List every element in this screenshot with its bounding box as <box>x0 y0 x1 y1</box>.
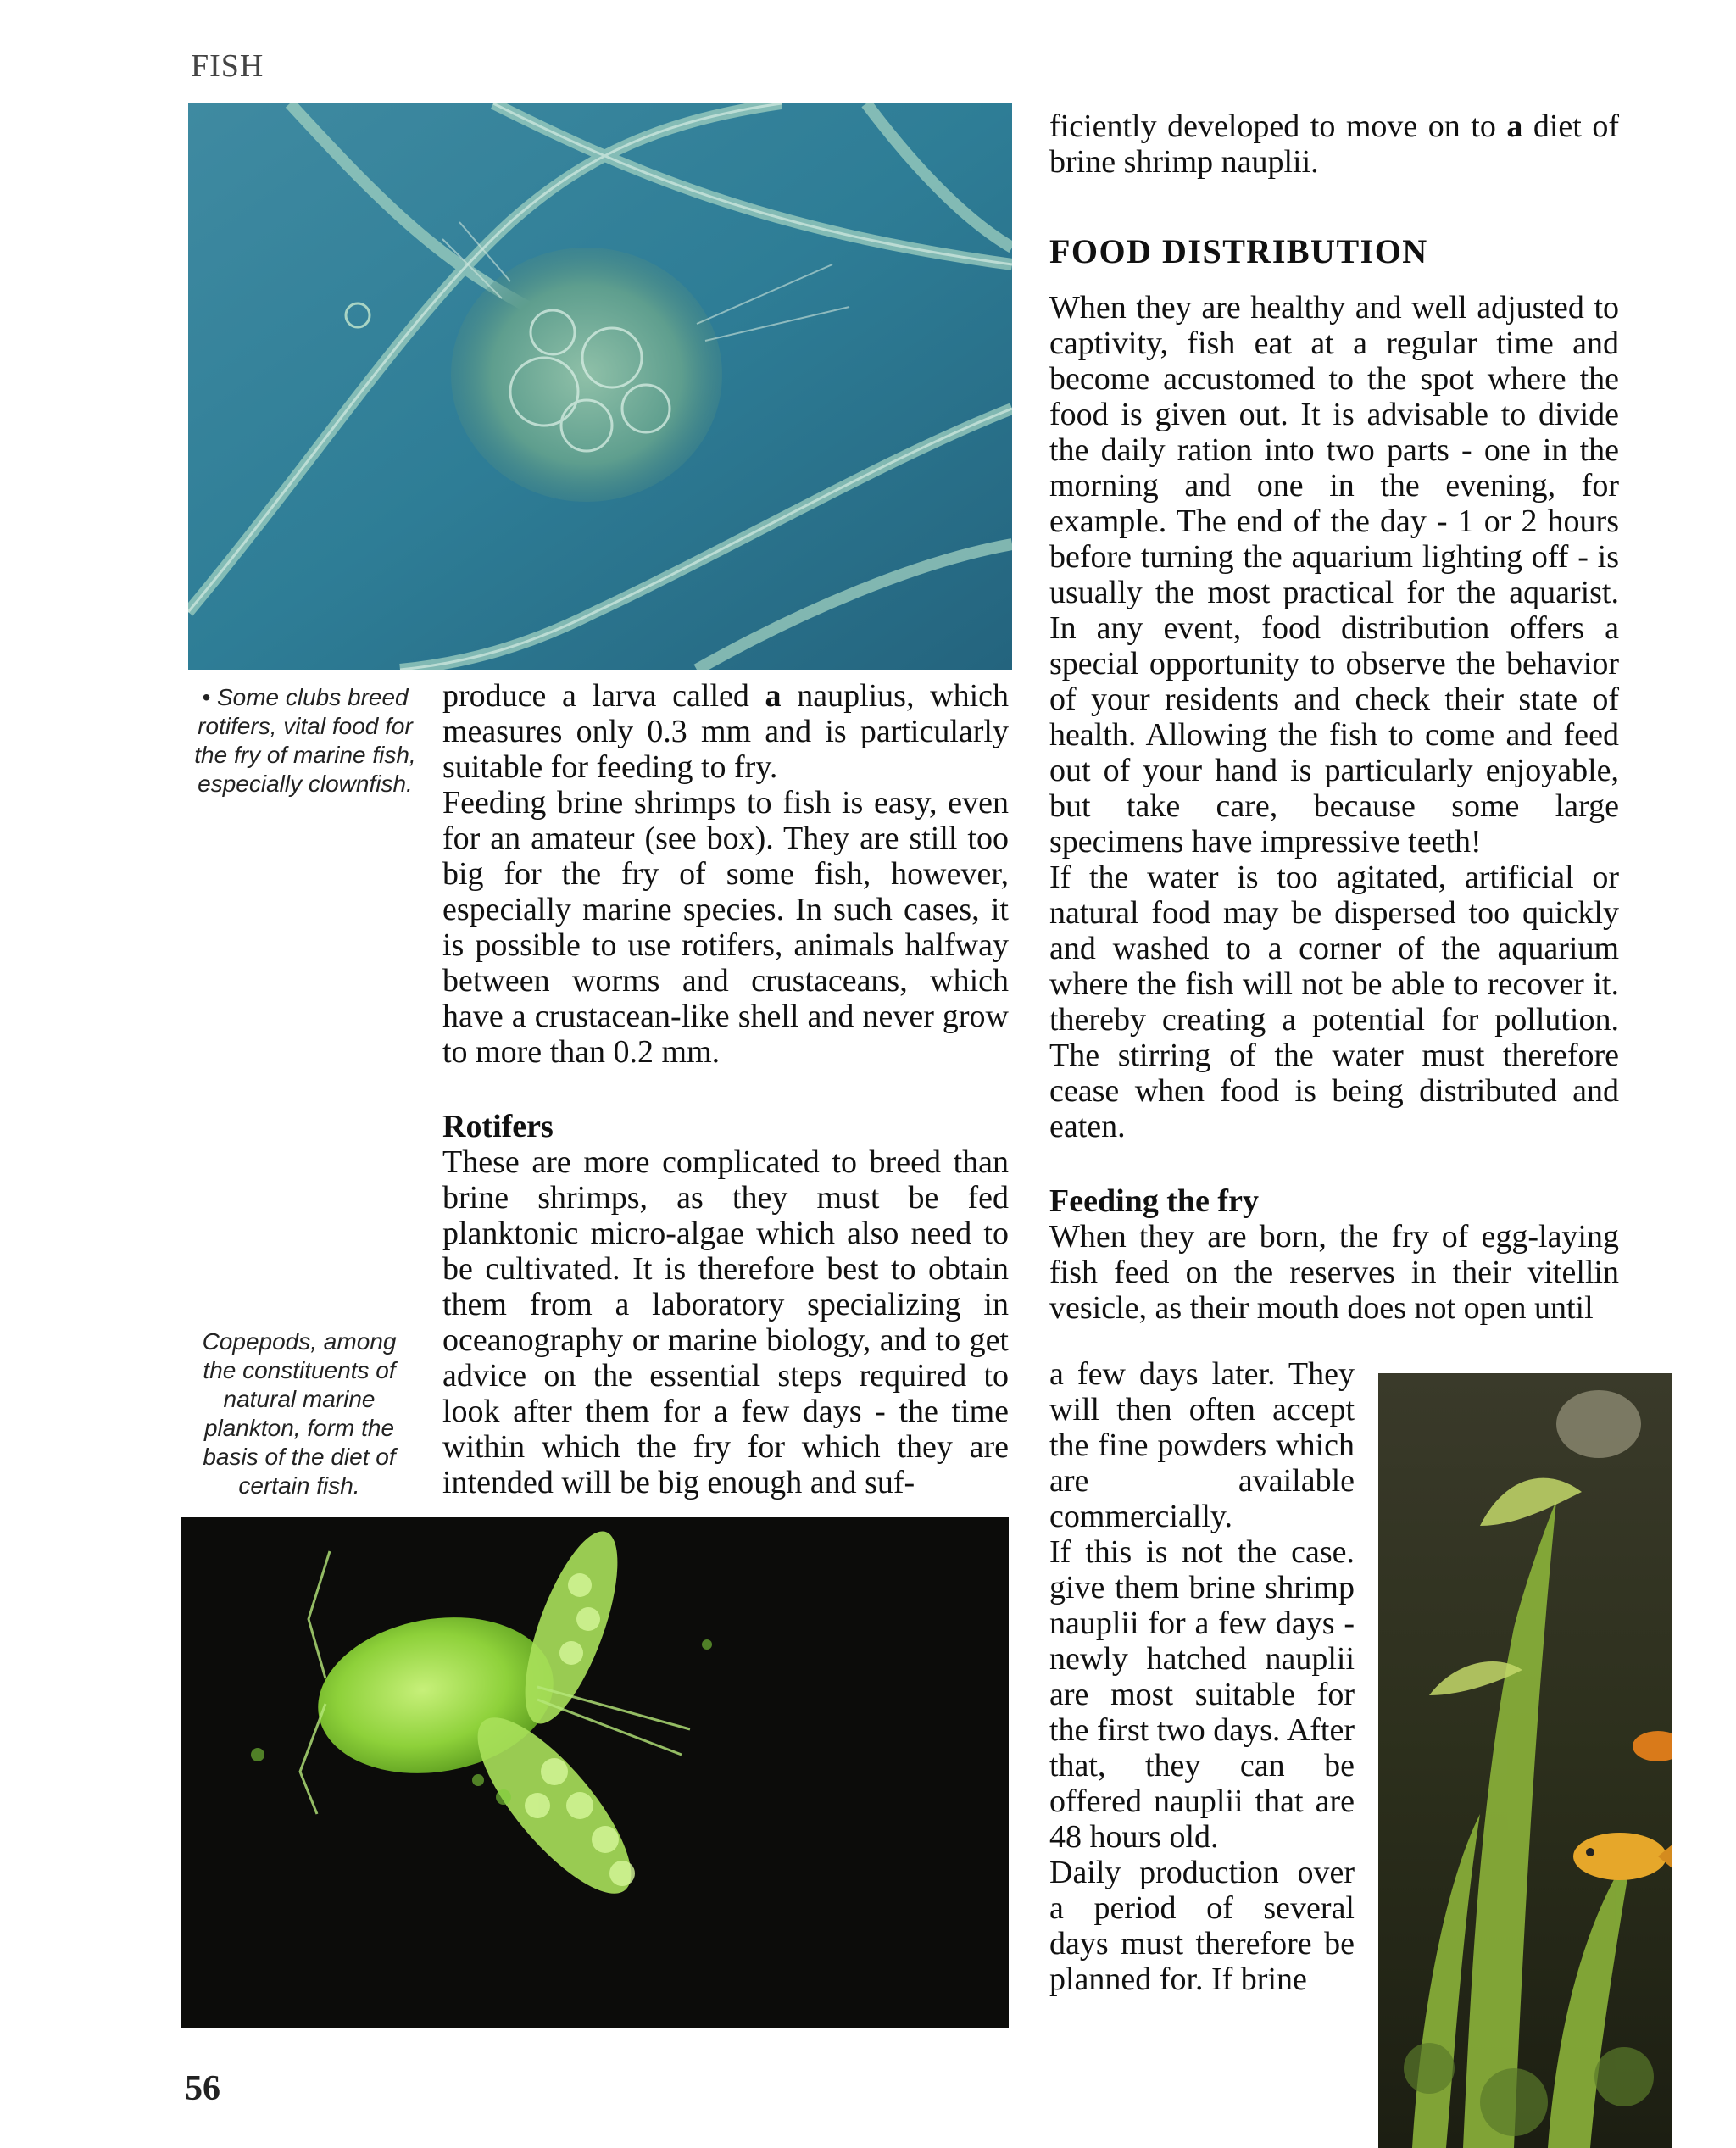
running-header: FISH <box>191 48 264 84</box>
middle-column <box>442 678 1009 1500</box>
rotifer-photo <box>188 103 1012 670</box>
paragraph: These are more complicated to breed than brine shrimps, as they must be fed planktonic micro-algae which also need to be cultivated. It is therefore best to obtain them from a laboratory specializing in oceanography or marine biology, and to get advice on the essential steps required to look after them for a few days - the time within which the fry for which they are intended will be big enough and suf- <box>442 1144 1009 1500</box>
right-column <box>1049 109 1619 1326</box>
paragraph: If this is not the case. give them brine shrimp nauplii for a few days - newly hatched nauplii are most suitable for the first two days. After that, they can be offered nauplii that are 48 hours old. <box>1049 1534 1355 1855</box>
paragraph: a few days later. They will then often accept the fine powders which are available commercially. <box>1049 1356 1355 1534</box>
rotifers-heading: Rotifers <box>442 1109 554 1144</box>
page-number: 56 <box>185 2069 220 2108</box>
rotifer-caption: • Some clubs breed rotifers, vital food for the fry of marine fish, especially clownfish. <box>194 684 416 797</box>
feeding-fry-heading: Feeding the fry <box>1049 1183 1259 1219</box>
paragraph: ficiently developed to move on to a diet of brine shrimp nauplii. <box>1049 109 1620 180</box>
copepod-photo <box>181 1517 1009 2028</box>
paragraph: When they are born, the fry of egg-laying fish feed on the reserves in their vitellin vesicle, as their mouth does not open until <box>1049 1219 1619 1326</box>
paragraph: Daily production over a period of several days must therefore be planned for. If brine <box>1049 1855 1355 1997</box>
food-distribution-heading: FOOD DISTRIBUTION <box>1049 232 1428 270</box>
copepod-caption: Copepods, among the constituents of natural marine plankton, form the basis of the diet of certain fish. <box>202 1328 397 1499</box>
paragraph: When they are healthy and well adjusted to captivity, fish eat at a regular time and become accustomed to the spot where the food is given out. It is advisable to divide the daily ration into two parts - one in the morning and one in the evening, for example. The end of the day - 1 or 2 hours before turning the aquarium lighting off - is usually the most practical for the aquarist. In any event, food distribution offers a special opportunity to observe the behavior of your residents and check their state of health. Allowing the fish to come and feed out of your hand is particularly enjoyable, but take care, because some large specimens have impressive teeth! <box>1049 290 1619 860</box>
paragraph: If the water is too agitated, artificial or natural food may be dispersed too quickly and washed to a corner of the aquarium where the fish will not be able to recover it. thereby creating a potential for pollution. The stirring of the water must therefore cease when food is being distributed and eaten. <box>1049 860 1619 1144</box>
right-column-narrow <box>1049 1356 1355 1997</box>
aquarium-photo <box>1378 1373 1672 2148</box>
paragraph: produce a larva called a nauplius, which measures only 0.3 mm and is particularly suitable for feeding to fry. <box>442 678 1009 785</box>
paragraph: Feeding brine shrimps to fish is easy, even for an amateur (see box). They are still too big for the fry of some fish, however, especially marine species. In such cases, it is possible to use rotifers, animals halfway between worms and crustaceans, which have a crustacean-like shell and never grow to more than 0.2 mm. <box>442 785 1009 1070</box>
